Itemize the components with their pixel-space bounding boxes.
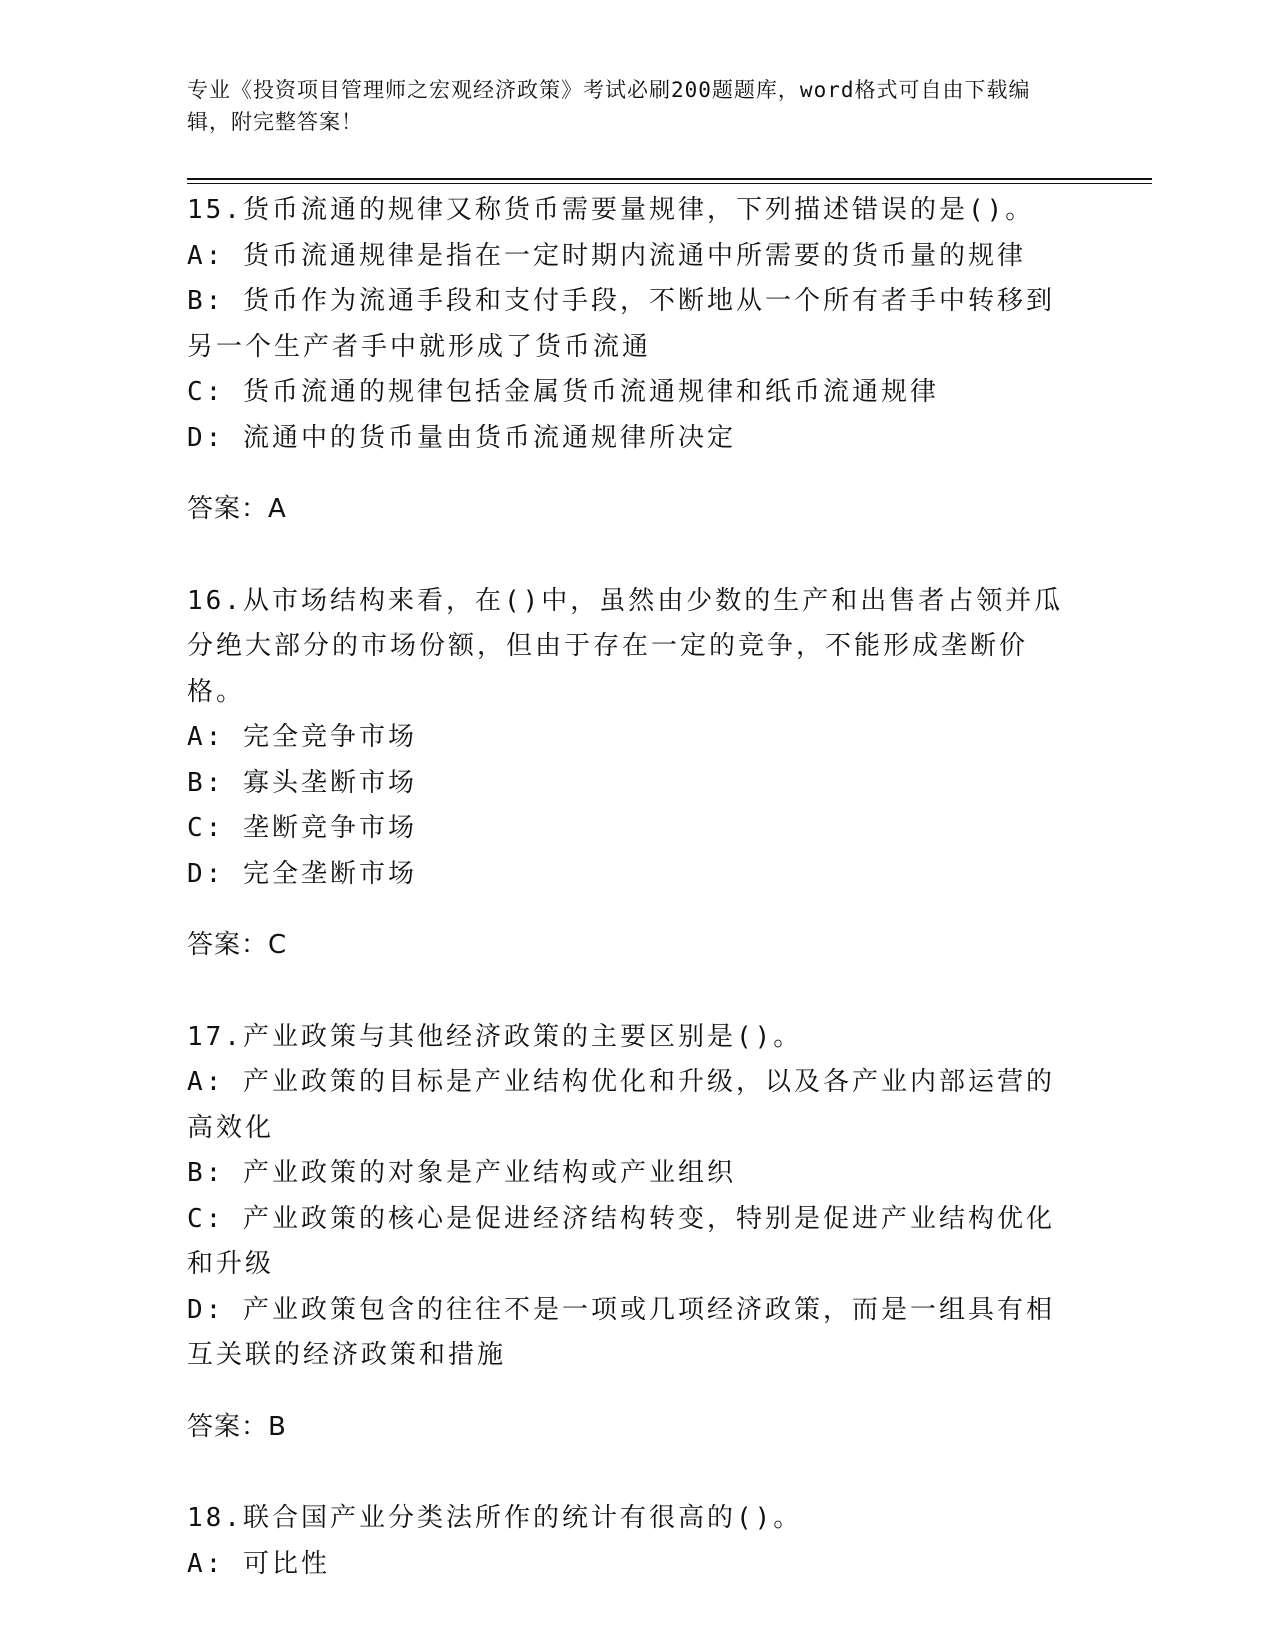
option-c: C: 垄断竞争市场 xyxy=(187,813,417,843)
option-d: D: 产业政策包含的往往不是一项或几项经济政策，而是一组具有相互关联的经济政策和措施 xyxy=(187,1294,1055,1370)
question-list xyxy=(187,188,1072,1633)
header-divider-thick xyxy=(187,178,1152,180)
option-a: A: 货币流通规律是指在一定时期内流通中所需要的货币量的规律 xyxy=(187,240,1026,271)
option-b: B: 产业政策的对象是产业结构或产业组织 xyxy=(187,1158,736,1188)
page-header: 专业《投资项目管理师之宏观经济政策》考试必刷200题题库，word格式可自由下载编辑，附完整答案！ xyxy=(187,78,1031,134)
answer-label: 答案：C xyxy=(187,930,288,960)
option-c: C: 产业政策的核心是促进经济结构转变，特别是促进产业结构优化和升级 xyxy=(187,1203,1055,1279)
option-b: B: 货币作为流通手段和支付手段，不断地从一个所有者手中转移到另一个生产者手中就形成了货币流通 xyxy=(187,286,1055,362)
option-a: A: 完全竞争市场 xyxy=(187,722,417,752)
question-stem: 17.产业政策与其他经济政策的主要区别是()。 xyxy=(187,1021,803,1052)
question-stem: 18.联合国产业分类法所作的统计有很高的()。 xyxy=(187,1503,803,1533)
question-18 xyxy=(187,1496,1072,1587)
option-a: A: 产业政策的目标是产业结构优化和升级，以及各产业内部运营的高效化 xyxy=(187,1067,1055,1143)
question-17 xyxy=(187,1015,1072,1451)
question-16 xyxy=(187,579,1072,969)
question-stem: 16.从市场结构来看，在()中，虽然由少数的生产和出售者占领并瓜分绝大部分的市场份额，但由于存在一定的竞争，不能形成垄断价格。 xyxy=(187,585,1064,707)
option-b: B: 寡头垄断市场 xyxy=(187,767,417,798)
question-stem: 15.货币流通的规律又称货币需要量规律，下列描述错误的是()。 xyxy=(187,195,1035,225)
option-a: A: 可比性 xyxy=(187,1548,330,1579)
header-divider-thin xyxy=(187,183,1152,184)
option-c: C: 货币流通的规律包括金属货币流通规律和纸币流通规律 xyxy=(187,377,939,407)
option-d: D: 流通中的货币量由货币流通规律所决定 xyxy=(187,422,736,453)
answer-label: 答案：A xyxy=(187,494,287,524)
option-d: D: 完全垄断市场 xyxy=(187,858,417,889)
question-15 xyxy=(187,188,1072,533)
answer-label: 答案：B xyxy=(187,1411,287,1442)
